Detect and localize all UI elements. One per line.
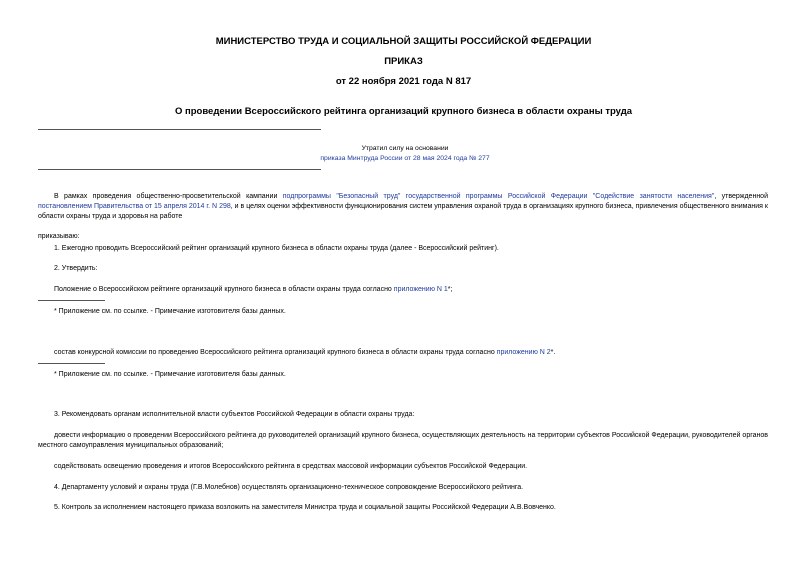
status-note-link-wrap	[255, 155, 555, 162]
appendix-2-text: состав конкурсной комиссии по проведению Всероссийского рейтинга организаций крупного бизнеса в области охраны труда согласно	[54, 349, 497, 356]
appendix-1-line	[54, 285, 452, 295]
footnote-1: * Приложение см. по ссылке. - Примечание изготовителя базы данных.	[54, 308, 286, 315]
preamble-text-3: , и в целях оценки эффективности функционирования систем управления охраной труда в организациях крупного бизнеса, привлечения общественного внимания к области охраны труда и здоровья на работе	[38, 203, 768, 220]
preamble-text-2: , утвержденной	[714, 193, 768, 200]
document-date: от 22 ноября 2021 года N 817	[335, 76, 472, 87]
ministry-heading: МИНИСТЕРСТВО ТРУДА И СОЦИАЛЬНОЙ ЗАЩИТЫ РОССИЙСКОЙ ФЕДЕРАЦИИ	[215, 36, 592, 47]
divider-bottom	[38, 169, 321, 170]
document-title: О проведении Всероссийского рейтинга организаций крупного бизнеса в области охраны труда	[174, 106, 633, 117]
item-5: 5. Контроль за исполнением настоящего приказа возложить на заместителя Министра труда и социальной защиты Российской Федерации А.В.Вовченко.	[54, 504, 556, 511]
government-decree-link[interactable]: постановлением Правительства от 15 апреля 2014 г. N 298	[38, 203, 231, 210]
item-3-b: содействовать освещению проведения и итогов Всероссийского рейтинга в средствах массовой информации субъектов Российской Федерации.	[54, 463, 528, 470]
item-3-a: довести информацию о проведении Всероссийского рейтинга до руководителей организаций крупного бизнеса, осуществляющих деятельность на территории субъектов Российской Федерации, руководителей органов местного самоуправления муниципальных образований;	[38, 432, 768, 449]
divider-top	[38, 129, 321, 130]
appendix-1-link[interactable]: приложению N 1	[393, 286, 448, 293]
item-2: 2. Утвердить:	[54, 265, 98, 272]
status-note-text: Утратил силу на основании	[361, 145, 449, 152]
footnote-divider-1	[38, 300, 105, 301]
appendix-2-link[interactable]: приложению N 2	[496, 349, 551, 356]
order-word: приказываю:	[38, 233, 80, 240]
item-4: 4. Департаменту условий и охраны труда (Г.В.Молебнов) осуществлять организационно-техническое сопровождение Всероссийского рейтинга.	[54, 484, 524, 491]
item-3: 3. Рекомендовать органам исполнительной власти субъектов Российской Федерации в области охраны труда:	[54, 411, 415, 418]
footnote-divider-2	[38, 363, 105, 364]
appendix-1-tail: *;	[447, 286, 453, 293]
document-type: ПРИКАЗ	[384, 56, 423, 67]
preamble-paragraph	[38, 192, 768, 222]
repeal-order-link[interactable]: приказа Минтруда России от 28 мая 2024 года № 277	[320, 155, 490, 162]
appendix-2-line	[54, 348, 555, 358]
subprogram-link[interactable]: подпрограммы "Безопасный труд" государственной программы Российской Федерации "Содействие занятости населения"	[282, 193, 715, 200]
preamble-text-1: В рамках проведения общественно-просветительской кампании	[54, 193, 283, 200]
item-1: 1. Ежегодно проводить Всероссийский рейтинг организаций крупного бизнеса в области охраны труда (далее - Всероссийский рейтинг).	[54, 245, 499, 252]
footnote-2: * Приложение см. по ссылке. - Примечание изготовителя базы данных.	[54, 371, 286, 378]
appendix-2-tail: *.	[550, 349, 556, 356]
appendix-1-text: Положение о Всероссийском рейтинге организаций крупного бизнеса в области охраны труда согласно	[54, 286, 394, 293]
